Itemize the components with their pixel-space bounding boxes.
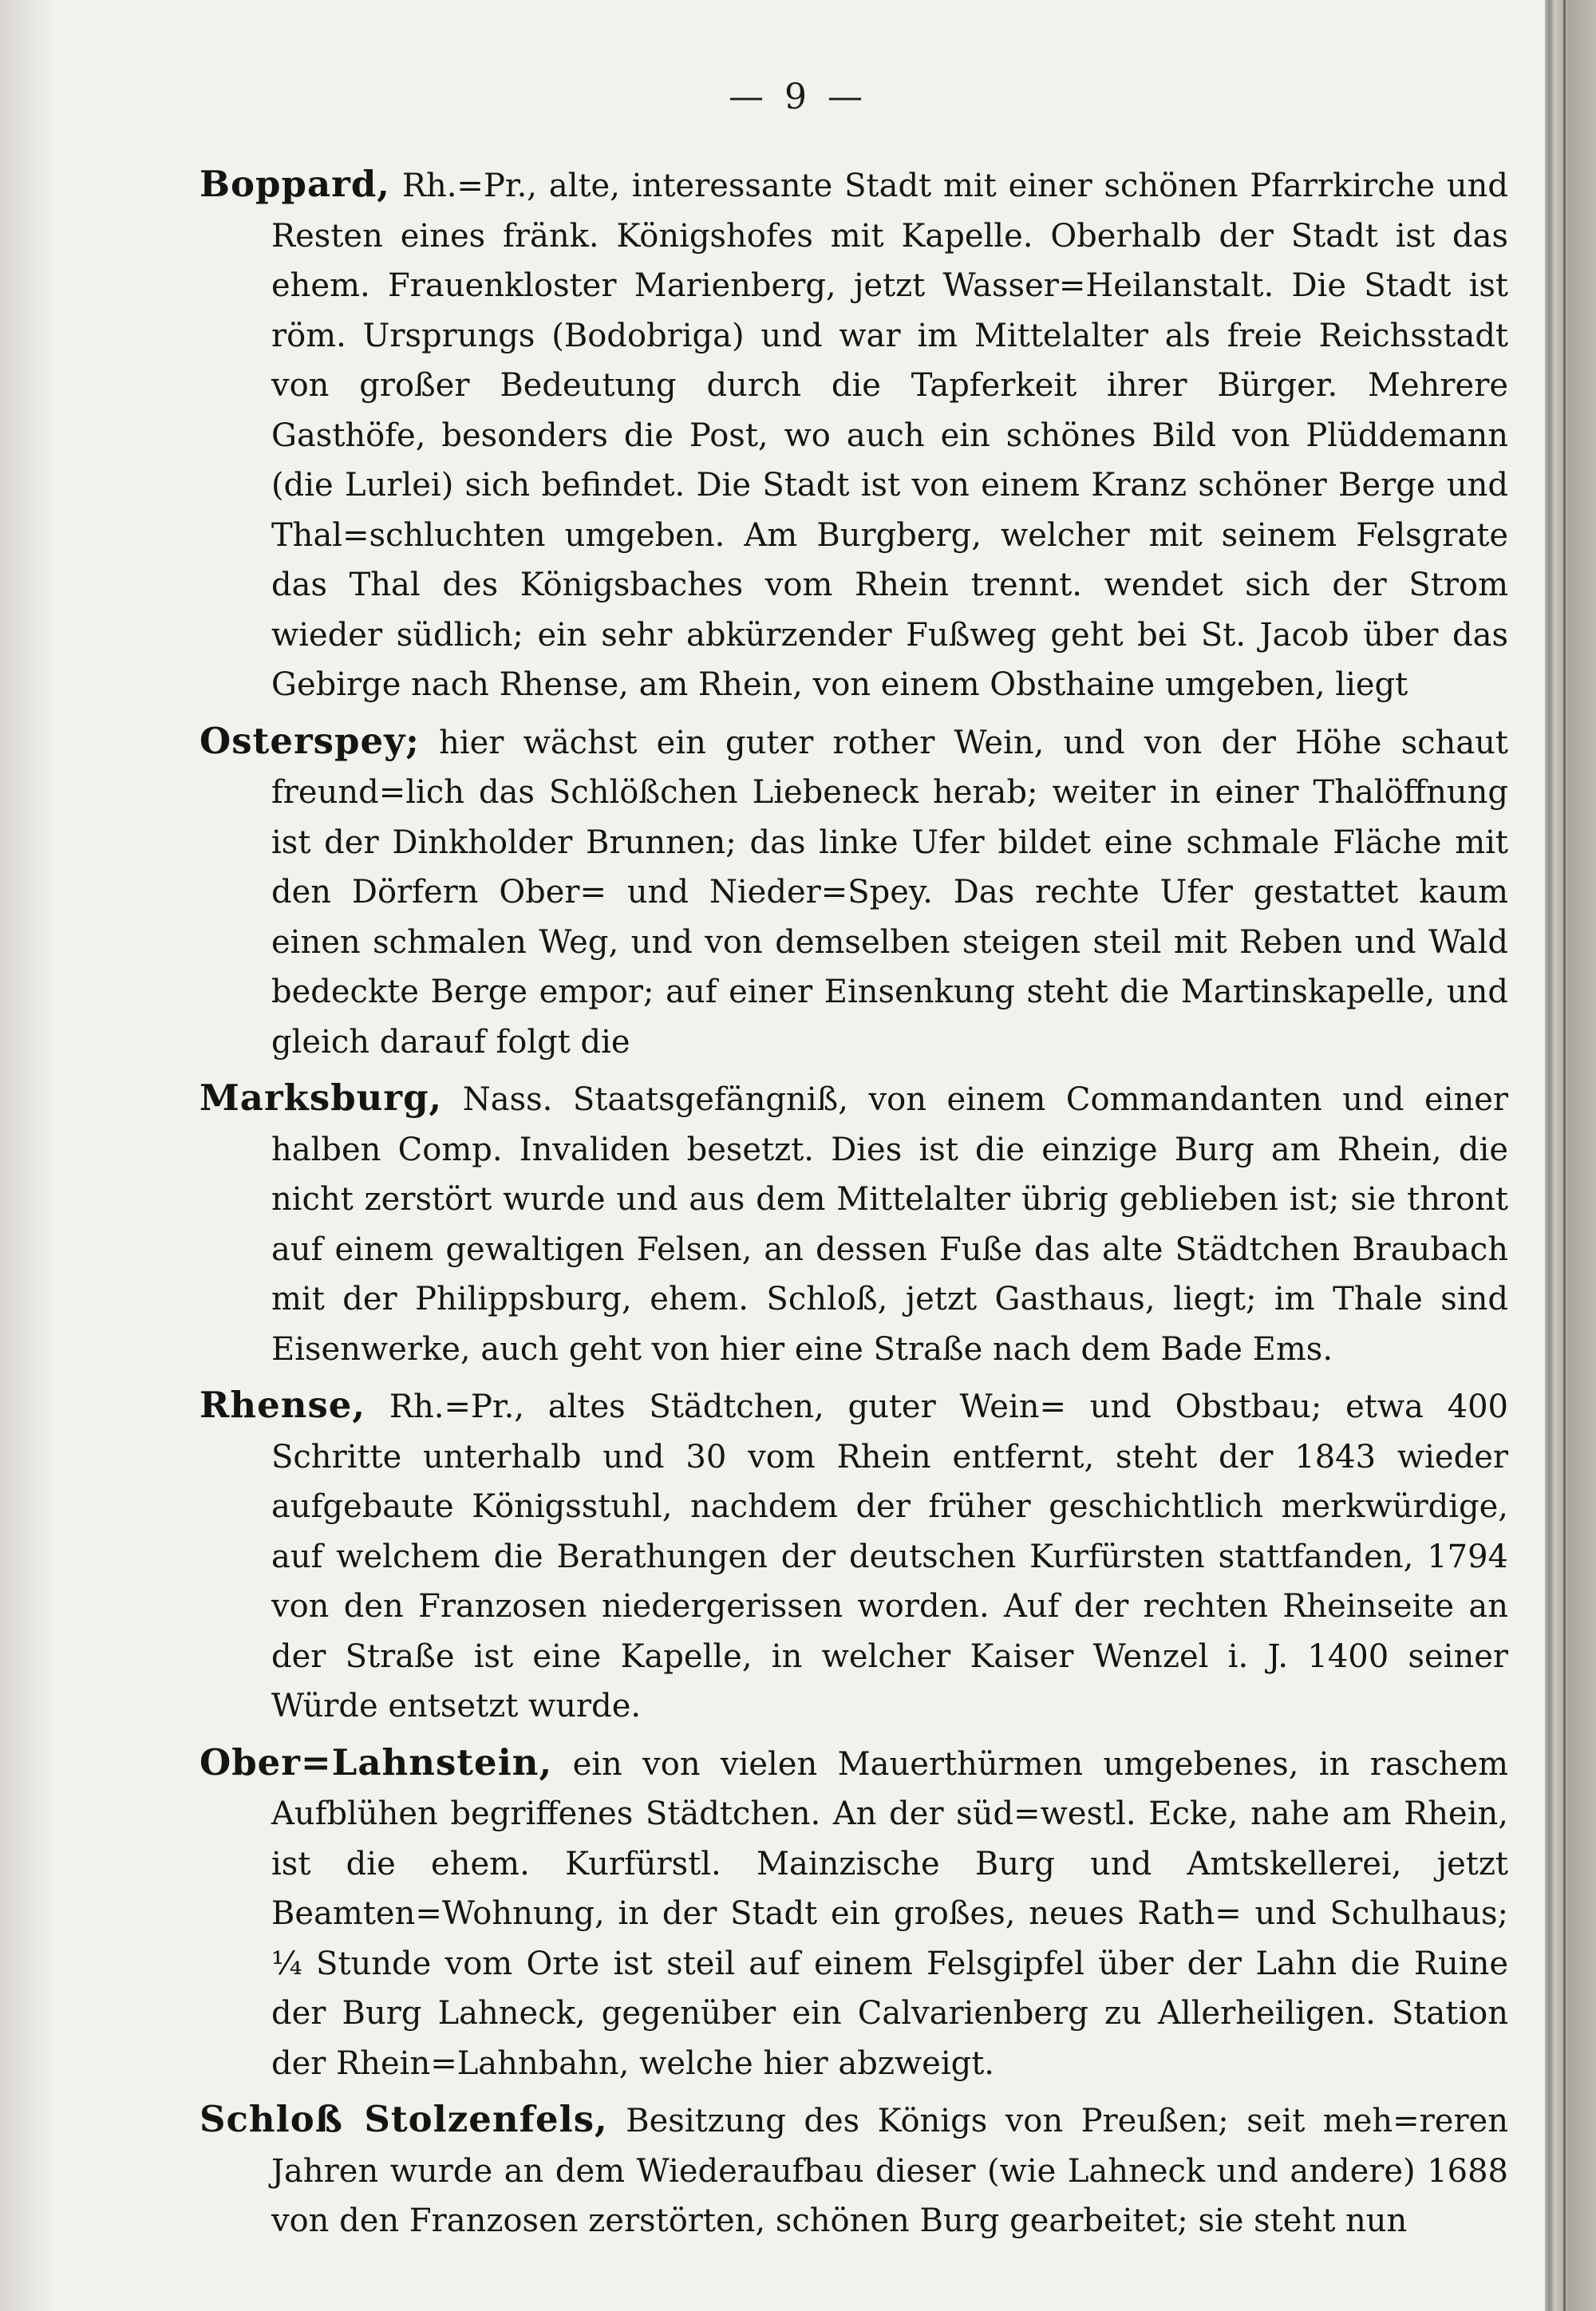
book-page-edge [1545, 0, 1596, 2311]
entry-text: Nass. Staatsgefängniß, von einem Commandanten und einer halben Comp. Invaliden besetzt. Dies ist die einzige Burg am Rhein, die nicht zerstört wurde und aus dem Mittelalter übrig geblieben ist; sie thront auf einem gewaltigen Felsen, an dessen Fuße das alte Städtchen Braubach mit der Philippsburg, ehem. Schloß, jetzt Gasthaus, liegt; im Thale sind Eisenwerke, auch geht von hier eine Straße nach dem Bade Ems. [271, 1081, 1508, 1368]
headword: Ober=Lahnstein, [200, 1740, 553, 1784]
entry-osterspey [200, 717, 1508, 1068]
text-block [200, 160, 1508, 2246]
headword: Rhense, [200, 1384, 366, 1426]
headword: Marksburg, [200, 1076, 443, 1119]
entry-text: ein von vielen Mauerthürmen umgebenes, in raschem Aufblühen begriffenes Städtchen. An der süd=westl. Ecke, nahe am Rhein, ist die ehem. Kurfürstl. Mainzische Burg und Amtskellerei, jetzt Beamten=Wohnung, in der Stadt ein großes, neues Rath= und Schulhaus; ¼ Stunde vom Orte ist steil auf einem Felsgipfel über der Lahn die Ruine der Burg Lahneck, gegenüber ein Calvarienberg zu Allerheiligen. Station der Rhein=Lahnbahn, welche hier abzweigt. [271, 1745, 1508, 2082]
headword: Boppard, [200, 163, 390, 205]
entry-marksburg [200, 1073, 1508, 1374]
headword: Schloß Stolzenfels, [200, 2098, 608, 2140]
entry-text: Besitzung des Königs von Preußen; seit meh=reren Jahren wurde an dem Wiederaufbau dieser (wie Lahneck und andere) 1688 von den Franzosen zerstörten, schönen Burg gearbeitet; sie steht nun [271, 2103, 1508, 2239]
entry-rhense [200, 1381, 1508, 1732]
entry-text: hier wächst ein guter rother Wein, und von der Höhe schaut freund=lich das Schlößchen Liebeneck herab; weiter in einer Thalöffnung ist der Dinkholder Brunnen; das linke Ufer bildet eine schmale Fläche mit den Dörfern Ober= und Nieder=Spey. Das rechte Ufer gestattet kaum einen schmalen Weg, und von demselben steigen steil mit Reben und Wald bedeckte Berge empor; auf einer Einsenkung steht die Martinskapelle, und gleich darauf folgt die [271, 724, 1508, 1061]
page-edge-line [1563, 0, 1566, 2311]
entry-ober-lahnstein [200, 1738, 1508, 2089]
entry-boppard [200, 160, 1508, 710]
headword: Osterspey; [200, 719, 420, 762]
entry-stolzenfels [200, 2095, 1508, 2246]
page-number: — 9 — [729, 77, 867, 117]
entry-text: Rh.=Pr., alte, interessante Stadt mit einer schönen Pfarrkirche und Resten eines fränk. Königshofes mit Kapelle. Oberhalb der Stadt ist das ehem. Frauenkloster Marienberg, jetzt Wasser=Heilanstalt. Die Stadt ist röm. Ursprungs (Bodobriga) und war im Mittelalter als freie Reichsstadt von großer Bedeutung durch die Tapferkeit ihrer Bürger. Mehrere Gasthöfe, besonders die Post, wo auch ein schönes Bild von Plüddemann (die Lurlei) sich befindet. Die Stadt ist von einem Kranz schöner Berge und Thal=schluchten umgeben. Am Burgberg, welcher mit seinem Felsgrate das Thal des Königsbaches vom Rhein trennt. wendet sich der Strom wieder südlich; ein sehr abkürzender Fußweg geht bei St. Jacob über das Gebirge nach Rhense, am Rhein, von einem Obsthaine umgeben, liegt [271, 168, 1509, 703]
entry-text: Rh.=Pr., altes Städtchen, guter Wein= und Obstbau; etwa 400 Schritte unterhalb und 30 vom Rhein entfernt, steht der 1843 wieder aufgebaute Königsstuhl, nachdem der früher geschichtlich merkwürdige, auf welchem die Berathungen der deutschen Kurfürsten stattfanden, 1794 von den Franzosen niedergerissen worden. Auf der rechten Rheinseite an der Straße ist eine Kapelle, in welcher Kaiser Wenzel i. J. 1400 seiner Würde entsetzt wurde. [271, 1389, 1508, 1724]
page-gutter-shadow [0, 0, 56, 2311]
